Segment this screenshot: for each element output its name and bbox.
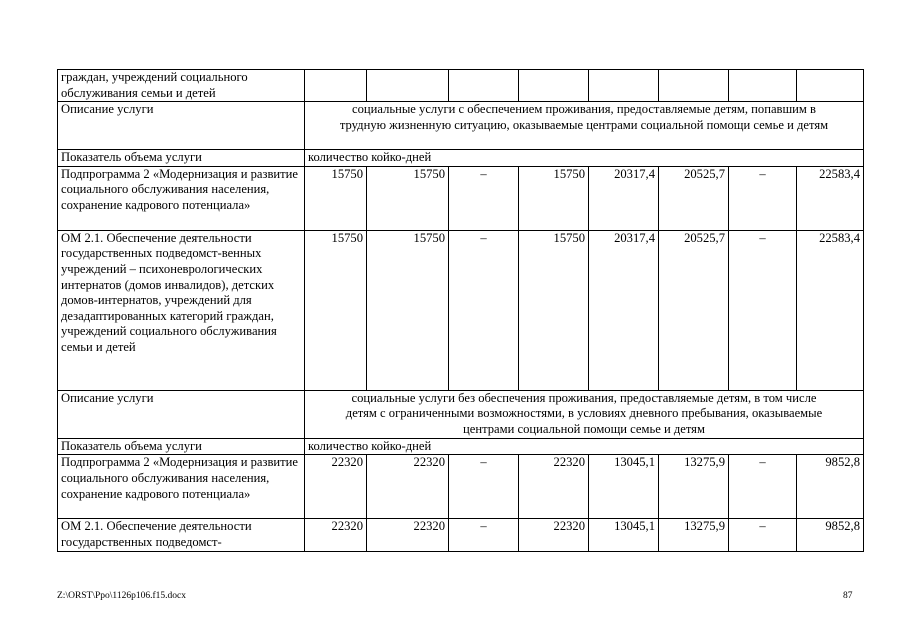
value-cell: –: [449, 230, 519, 390]
value-cell: [659, 70, 729, 102]
table-row: [58, 390, 864, 438]
value-cell: [729, 70, 797, 102]
table-row: [58, 150, 864, 167]
value-cell: [797, 70, 864, 102]
table-row: [58, 455, 864, 519]
value-cell: 22320: [305, 519, 367, 551]
value-cell: [305, 70, 367, 102]
value-cell: –: [729, 519, 797, 551]
value-cell: –: [729, 230, 797, 390]
row-label: Подпрограмма 2 «Модернизация и развитие социального обслуживания населения, сохранение кадрового потенциала»: [58, 166, 305, 230]
footer-page-number: 87: [843, 591, 853, 601]
value-cell: 22320: [305, 455, 367, 519]
value-cell: –: [449, 455, 519, 519]
row-label: ОМ 2.1. Обеспечение деятельности государственных подведомст-венных учреждений – психоневрологических интернатов (домов инвалидов), детских домов-интернатов, учреждений для дезадаптированных категорий граждан, учреждений социального обслуживания семьи и детей: [58, 230, 305, 390]
footer-file-path: Z:\ORST\Ppo\1126p106.f15.docx: [57, 591, 186, 601]
services-table: [57, 69, 864, 552]
row-label: Описание услуги: [58, 102, 305, 150]
table-row: [58, 166, 864, 230]
value-cell: 22583,4: [797, 166, 864, 230]
value-cell: –: [449, 519, 519, 551]
table-row: [58, 70, 864, 102]
value-cell: 20317,4: [589, 230, 659, 390]
value-cell: 15750: [367, 230, 449, 390]
row-label: ОМ 2.1. Обеспечение деятельности государственных подведомст-: [58, 519, 305, 551]
value-cell: 20525,7: [659, 166, 729, 230]
value-cell: 20525,7: [659, 230, 729, 390]
value-cell: 15750: [519, 230, 589, 390]
value-cell: 22320: [519, 455, 589, 519]
row-label: Описание услуги: [58, 390, 305, 438]
value-cell: [589, 70, 659, 102]
value-cell: 22320: [367, 455, 449, 519]
row-label: Подпрограмма 2 «Модернизация и развитие социального обслуживания населения, сохранение кадрового потенциала»: [58, 455, 305, 519]
service-description: социальные услуги с обеспечением проживания, предоставляемые детям, попавшим в трудную жизненную ситуацию, оказываемые центрами социальной помощи семье и детям: [305, 102, 864, 150]
value-cell: 20317,4: [589, 166, 659, 230]
value-cell: 15750: [305, 166, 367, 230]
value-cell: 22320: [367, 519, 449, 551]
value-cell: [449, 70, 519, 102]
table-row: [58, 438, 864, 455]
row-label: Показатель объема услуги: [58, 150, 305, 167]
value-cell: [367, 70, 449, 102]
value-cell: 15750: [367, 166, 449, 230]
value-cell: [519, 70, 589, 102]
volume-indicator: количество койко-дней: [305, 150, 864, 167]
volume-indicator: количество койко-дней: [305, 438, 864, 455]
table-row: [58, 102, 864, 150]
row-label: граждан, учреждений социального обслуживания семьи и детей: [58, 70, 305, 102]
table-row: [58, 230, 864, 390]
row-label: Показатель объема услуги: [58, 438, 305, 455]
value-cell: 9852,8: [797, 455, 864, 519]
value-cell: 13275,9: [659, 519, 729, 551]
value-cell: 13045,1: [589, 519, 659, 551]
value-cell: 22320: [519, 519, 589, 551]
service-description: социальные услуги без обеспечения проживания, предоставляемые детям, в том числе детям с ограниченными возможностями, в условиях дневного пребывания, оказываемые центрами социальной помощи семье и детям: [305, 390, 864, 438]
value-cell: 15750: [519, 166, 589, 230]
value-cell: 15750: [305, 230, 367, 390]
value-cell: 13045,1: [589, 455, 659, 519]
table-row: [58, 519, 864, 551]
value-cell: 13275,9: [659, 455, 729, 519]
value-cell: –: [729, 166, 797, 230]
value-cell: –: [729, 455, 797, 519]
value-cell: 9852,8: [797, 519, 864, 551]
value-cell: 22583,4: [797, 230, 864, 390]
value-cell: –: [449, 166, 519, 230]
